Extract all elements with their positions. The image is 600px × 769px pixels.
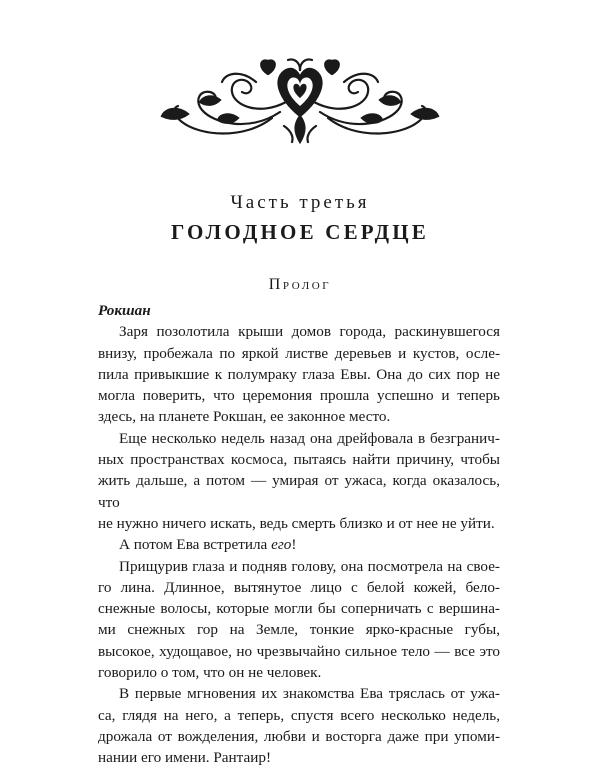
text-line: ми снежных гор на Земле, тонкие ярко-красные губы,: [98, 621, 500, 639]
paragraph: [98, 534, 500, 555]
text-line: са, глядя на него, а теперь, спустя всего несколько недель,: [98, 706, 500, 724]
decorative-flourish-icon: [160, 52, 440, 148]
text-line: Заря позолотила крыши домов города, раскинувшегося: [119, 323, 500, 341]
text-line: говорило о том, что он не человек.: [98, 664, 322, 682]
emphasis: его: [271, 536, 292, 554]
text-line: высокое, худощавое, но чрезвычайно сильное тело — все это: [98, 642, 500, 660]
text-line: Прищурив глаза и подняв голову, она посмотрела на свое-: [119, 557, 500, 575]
part-label: Часть третья: [230, 192, 370, 213]
paragraph: [98, 556, 500, 684]
text-line: не нужно ничего искать, ведь смерть близко и от нее не уйти.: [98, 514, 495, 532]
text-line: могла поверить, что церемония прошла успешно и теперь: [98, 387, 500, 405]
subheading: Рокшан: [98, 302, 151, 319]
text-line: Еще несколько недель назад она дрейфовала в безгранич-: [119, 429, 500, 447]
text-run: А потом Ева встретила: [119, 536, 272, 554]
paragraph: [98, 428, 500, 534]
text-line: нании его имени. Рантаир!: [98, 749, 272, 767]
paragraph: [98, 321, 500, 427]
section-title: Пролог: [268, 276, 332, 293]
text-line: дрожала от вожделения, любви и восторга даже при упоми-: [98, 727, 500, 745]
text-line: го лина. Длинное, вытянутое лицо с белой кожей, бело-: [98, 578, 500, 596]
text-line: снежные волосы, которые могли бы соперничать с вершина-: [98, 600, 500, 618]
text-line: пила привыкшие к полумраку глаза Евы. Она до сих пор не: [98, 365, 500, 383]
text-line: В первые мгновения их знакомства Ева тряслась от ужа-: [119, 685, 500, 703]
text-line: жить дальше, а потом — умирая от ужаса, когда оказалось, что: [98, 472, 500, 511]
text-line: внизу, пробежала по яркой листве деревьев и кустов, осле-: [98, 344, 500, 362]
text-line: ных пространствах космоса, пытаясь найти причину, чтобы: [98, 451, 500, 469]
text-line: [98, 534, 500, 555]
body-text: [98, 300, 500, 769]
part-title: ГОЛОДНОЕ СЕРДЦЕ: [171, 220, 429, 244]
text-run: !: [291, 536, 297, 554]
text-line: здесь, на планете Рокшан, ее законное место.: [98, 408, 391, 426]
paragraph: [98, 683, 500, 768]
